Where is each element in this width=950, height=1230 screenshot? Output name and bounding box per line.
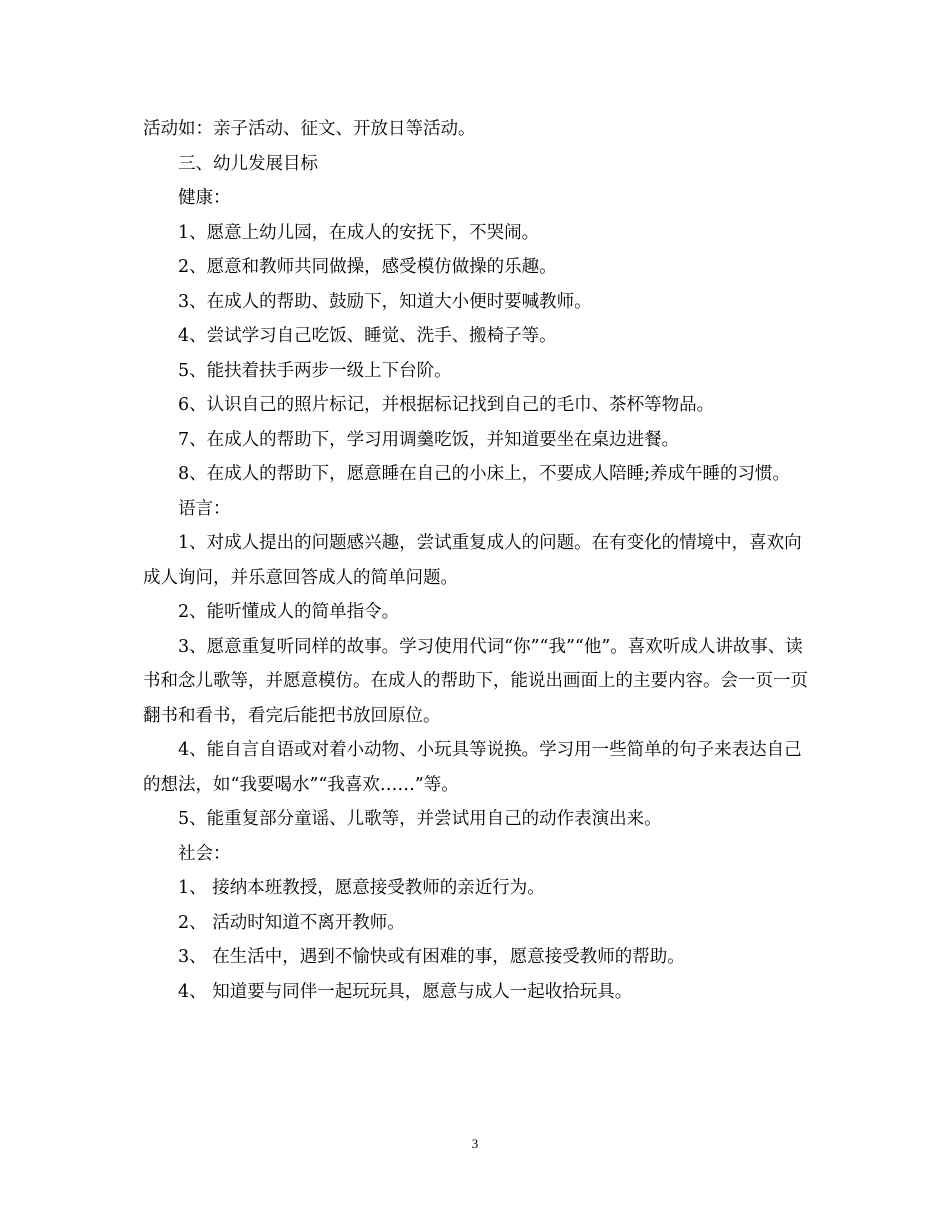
- page-number: 3: [471, 1136, 479, 1151]
- list-item: 5、能扶着扶手两步一级上下台阶。: [178, 360, 452, 381]
- list-item: 8、在成人的帮助下，愿意睡在自己的小床上，不要成人陪睡;养成午睡的习惯。: [178, 464, 791, 484]
- list-item: 1、 接纳本班教授，愿意接受教师的亲近行为。: [178, 878, 545, 898]
- subsection-heading-language: 语言：: [178, 498, 231, 519]
- list-item: 4、能自言自语或对着小动物、小玩具等说换。学习用一些简单的句子来表达自己的想法，如“我要喝水”“我喜欢……”等。: [143, 740, 802, 795]
- subsection-heading-health: 健康：: [178, 188, 231, 208]
- subsection-heading-society: 社会：: [178, 843, 231, 864]
- list-item: 5、能重复部分童谣、儿歌等，并尝试用自己的动作表演出来。: [178, 809, 662, 829]
- paragraph: 活动如：亲子活动、征文、开放日等活动。: [143, 119, 476, 139]
- list-item: 3、愿意重复听同样的故事。学习使用代词“你”“我”“他”。喜欢听成人讲故事、读书和念儿歌等，并愿意模仿。在成人的帮助下，能说出画面上的主要内容。会一页一页翻书和看书，看完后能把书放回原位。: [143, 636, 808, 726]
- list-item: 3、在成人的帮助、鼓励下，知道大小便时要喊教师。: [178, 291, 592, 312]
- list-item: 2、能听懂成人的简单指令。: [178, 602, 400, 622]
- list-item: 1、愿意上幼儿园，在成人的安抚下，不哭闹。: [178, 222, 540, 243]
- list-item: 4、尝试学习自己吃饭、睡觉、洗手、搬椅子等。: [178, 326, 557, 346]
- list-item: 3、 在生活中，遇到不愉快或有困难的事，愿意接受教师的帮助。: [178, 947, 685, 967]
- list-item: 7、在成人的帮助下，学习用调羹吃饭，并知道要坐在桌边进餐。: [178, 429, 680, 450]
- list-item: 2、 活动时知道不离开教师。: [178, 912, 405, 933]
- document-body: [143, 112, 808, 1009]
- list-item: 1、对成人提出的问题感兴趣，尝试重复成人的问题。在有变化的情境中，喜欢向成人询问，并乐意回答成人的简单问题。: [143, 533, 802, 588]
- list-item: 2、愿意和教师共同做操，感受模仿做操的乐趣。: [178, 257, 557, 277]
- list-item: 4、 知道要与同伴一起玩玩具，愿意与成人一起收拾玩具。: [178, 981, 633, 1002]
- list-item: 6、认识自己的照片标记，并根据标记找到自己的毛巾、茶杯等物品。: [178, 395, 715, 415]
- section-heading: 三、幼儿发展目标: [178, 153, 318, 174]
